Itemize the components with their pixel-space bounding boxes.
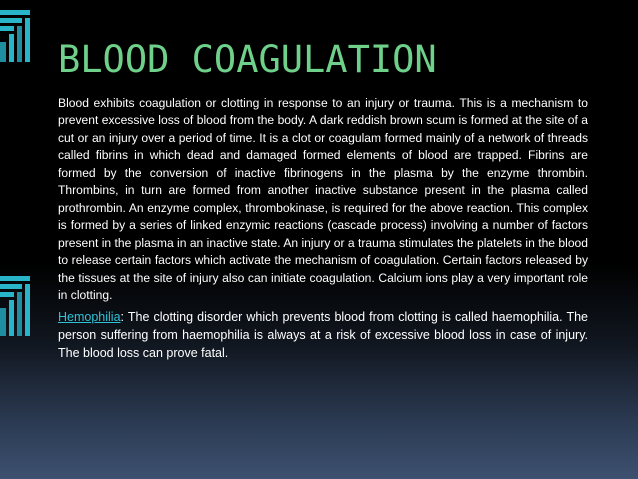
hemophilia-definition: The clotting disorder which prevents blood from clotting is called haemophilia. The person suffering from haemophilia is always at a risk of excessive blood loss in case of injury. The blood loss can prove fatal. <box>58 310 588 361</box>
slide-body <box>58 95 588 362</box>
bottom-left-accent-decoration <box>0 276 34 336</box>
top-left-accent-decoration <box>0 10 34 62</box>
hemophilia-term: Hemophilia <box>58 310 121 325</box>
hemophilia-paragraph <box>58 308 588 362</box>
hemophilia-colon: : <box>120 310 125 325</box>
slide-title: BLOOD COAGULATION <box>58 38 437 81</box>
coagulation-paragraph: Blood exhibits coagulation or clotting in response to an injury or trauma. This is a mechanism to prevent excessive loss of blood from the body. A dark reddish brown scum is formed at the site of a cut or an injury over a period of time. It is a clot or coagulam formed mainly of a network of threads called fibrins in which dead and damaged formed elements of blood are trapped. Fibrins are formed by the conversion of inactive fibrinogens in the plasma by the enzyme thrombin. Thrombins, in turn are formed from another inactive substance present in the plasma called prothrombin. An enzyme complex, thrombokinase, is required for the above reaction. This complex is formed by a series of linked enzymic reactions (cascade process) involving a number of factors present in the plasma in an inactive state. An injury or a trauma stimulates the platelets in the blood to release certain factors which activate the mechanism of coagulation. Certain factors released by the tissues at the site of injury also can initiate coagulation. Calcium ions play a very important role in clotting. <box>58 96 588 302</box>
